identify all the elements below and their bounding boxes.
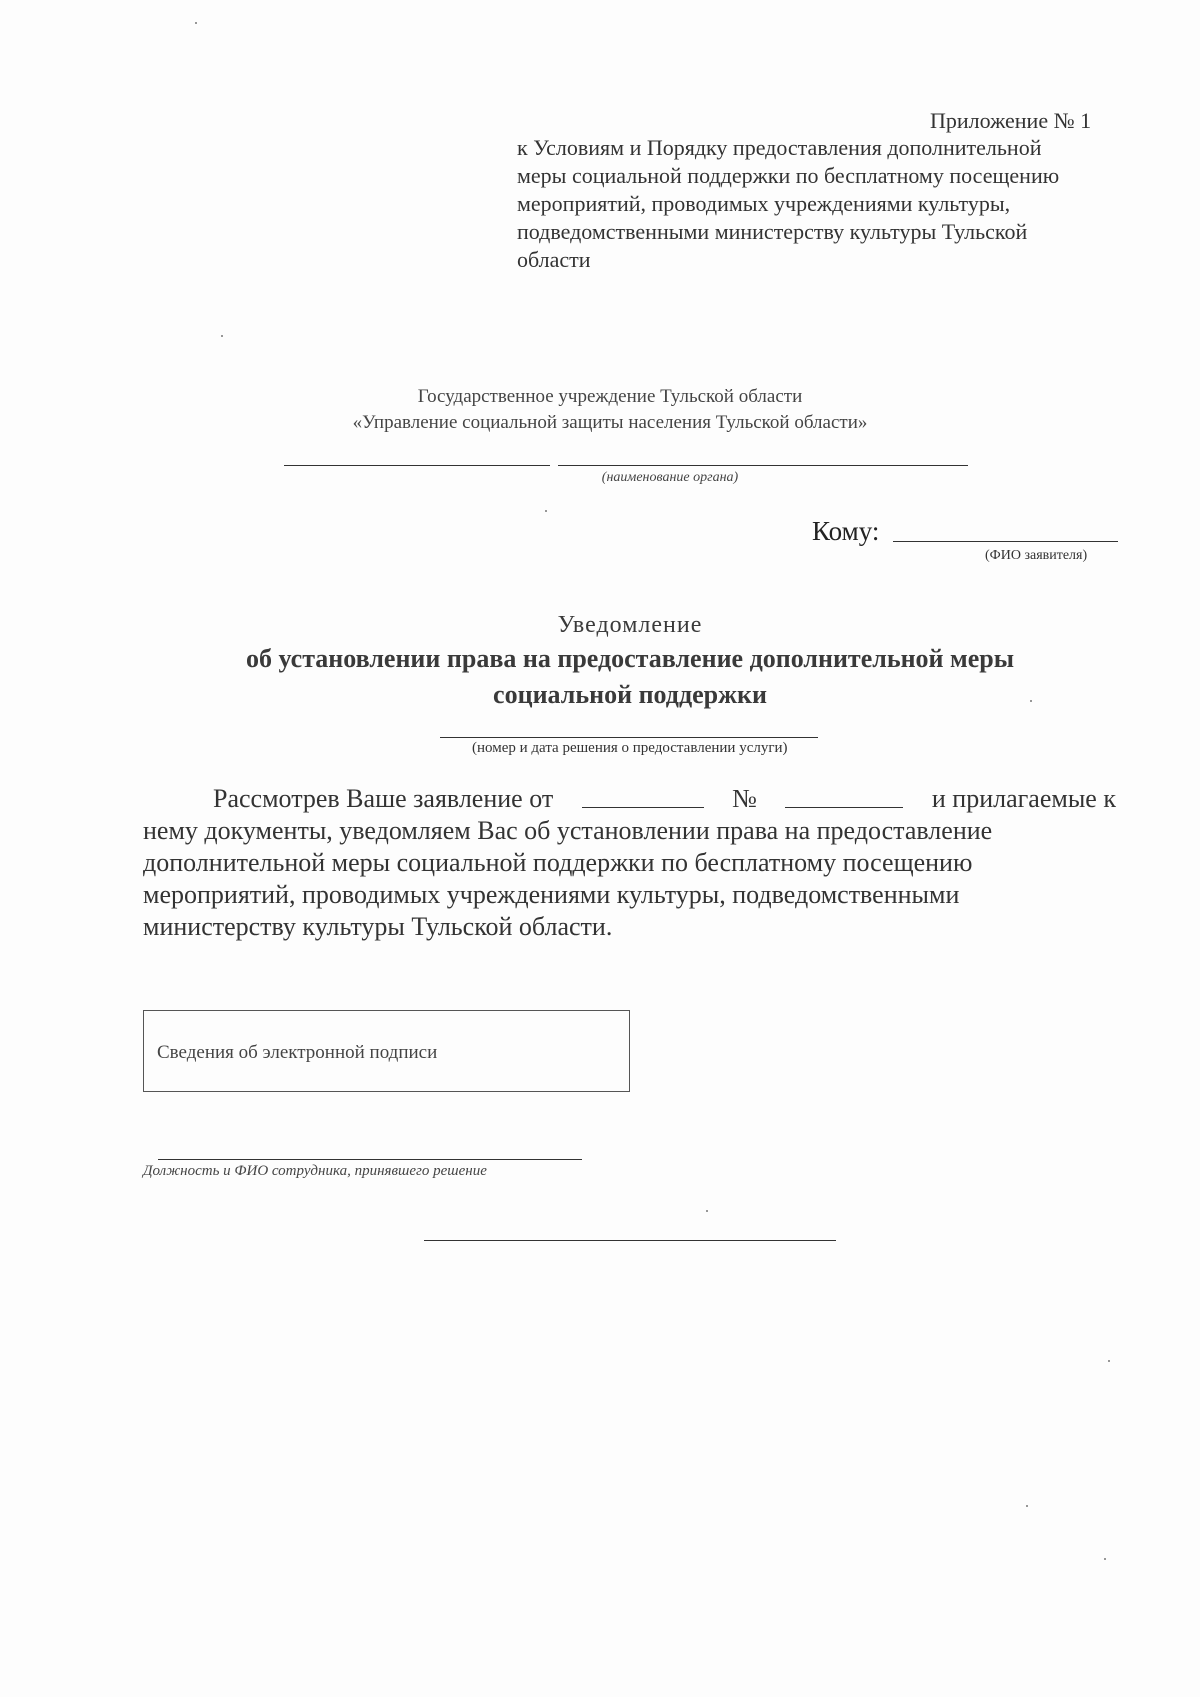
body-line: [143, 847, 1116, 879]
recipient-caption: (ФИО заявителя): [985, 548, 1088, 563]
appendix-reference: [517, 134, 1117, 274]
appendix-line: мероприятий, проводимых учреждениями культуры,: [517, 191, 1011, 216]
scan-speck: [195, 22, 197, 24]
body-line: [143, 815, 1116, 847]
body-text-segment: мероприятий, проводимых учреждениями культуры, подведомственными: [143, 880, 960, 909]
document-subtitle-line1: об установлении права на предоставление дополнительной меры: [245, 644, 1015, 673]
organization-underline-right: [558, 465, 968, 466]
appendix-line: меры социальной поддержки по бесплатному посещению: [517, 163, 1060, 188]
appendix-line: области: [517, 247, 591, 272]
scan-speck: [1108, 1360, 1110, 1362]
scan-speck: [706, 1210, 708, 1212]
application-number-field[interactable]: [785, 783, 903, 808]
body-text-segment: нему документы, уведомляем Вас об установлении права на предоставление: [143, 816, 993, 845]
body-number-sign: №: [732, 784, 757, 813]
scan-speck: [1104, 1558, 1106, 1560]
appendix-line: к Условиям и Порядку предоставления дополнительной: [517, 135, 1042, 160]
appendix-number: Приложение № 1: [930, 108, 1092, 133]
organization-name-line1: Государственное учреждение Тульской области: [417, 386, 803, 407]
body-line: [143, 879, 1116, 911]
recipient-label: Кому:: [812, 516, 880, 546]
body-line: [143, 783, 1116, 815]
organization-caption: (наименование органа): [601, 470, 739, 485]
document-title: Уведомление: [557, 612, 703, 638]
organization-name-line2: «Управление социальной защиты населения Тульской области»: [352, 412, 868, 433]
officer-signature-field[interactable]: [158, 1159, 582, 1160]
body-line: [143, 911, 1116, 943]
body-text-segment: и прилагаемые к: [931, 784, 1116, 813]
body-text-segment: министерству культуры Тульской области.: [143, 912, 613, 941]
bottom-underline: [424, 1240, 836, 1241]
notification-body: [143, 783, 1116, 943]
scan-speck: [1030, 700, 1032, 702]
electronic-signature-label: Сведения об электронной подписи: [157, 1042, 438, 1063]
scan-speck: [545, 510, 547, 512]
organization-underline-left: [284, 465, 550, 466]
appendix-line: подведомственными министерству культуры Тульской: [517, 219, 1028, 244]
scan-speck: [1026, 1505, 1028, 1507]
scan-speck: [221, 335, 223, 337]
body-text-segment: Рассмотрев Ваше заявление от: [213, 784, 554, 813]
recipient-name-field[interactable]: [893, 541, 1118, 542]
officer-caption: Должность и ФИО сотрудника, принявшего решение: [143, 1163, 487, 1179]
application-date-field[interactable]: [582, 783, 704, 808]
body-text-segment: дополнительной меры социальной поддержки по бесплатному посещению: [143, 848, 973, 877]
decision-caption: (номер и дата решения о предоставлении услуги): [472, 740, 788, 756]
document-subtitle-line2: социальной поддержки: [493, 680, 767, 709]
decision-number-date-field[interactable]: [440, 737, 818, 738]
